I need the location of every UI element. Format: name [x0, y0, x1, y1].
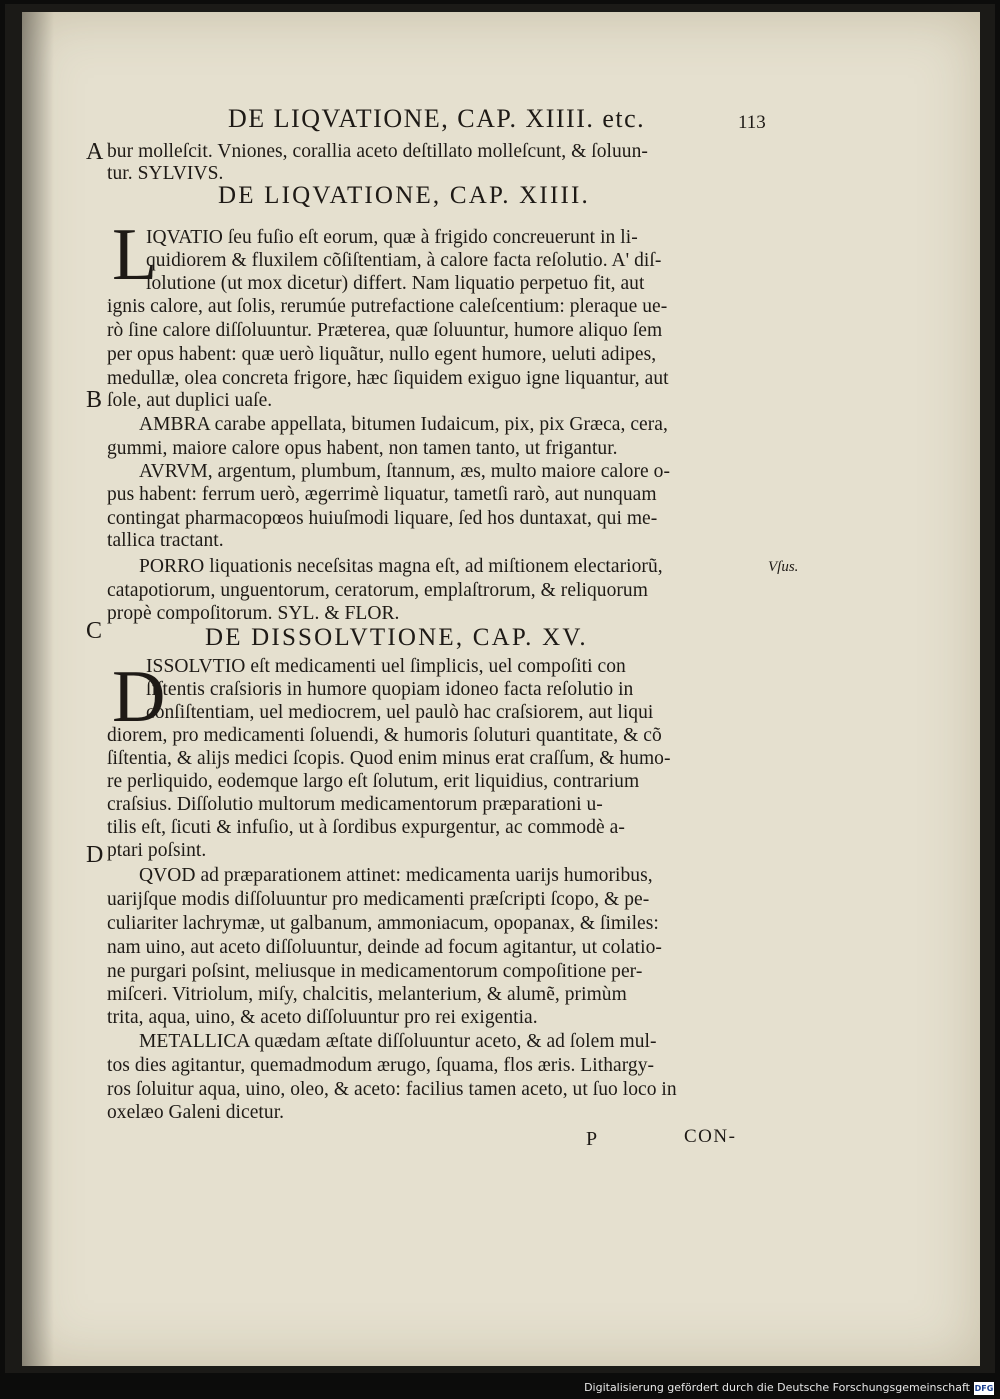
text-line: ignis calore, aut ſolis, rerumúe putrefactione caleſcentium: pleraque ue-: [107, 296, 668, 317]
text-line: rò ſine calore diſſoluuntur. Præterea, quæ ſoluuntur, humore aliquo ſem: [107, 320, 663, 341]
text-line: medullæ, olea concreta frigore, hæc ſiquidem exiguo igne liquantur, aut: [107, 368, 669, 389]
text-line: culiariter lachrymæ, ut galbanum, ammoniacum, opopanax, & ſimiles:: [107, 913, 659, 934]
text-line: re perliquido, eodemque largo eſt ſolutum, erit liquidius, contrarium: [107, 771, 640, 792]
text-line: quidiorem & fluxilem cõſiſtentiam, à calore facta reſolutio. A' diſ-: [146, 250, 662, 271]
text-line: nam uino, aut aceto diſſoluuntur, deinde ad focum agitantur, ut colatio-: [107, 937, 662, 958]
text-line: ſole, aut duplici uaſe.: [107, 390, 273, 411]
text-line: oxelæo Galeni dicetur.: [107, 1102, 285, 1123]
drop-cap-d: D: [112, 656, 166, 738]
page-number: 113: [738, 112, 766, 133]
text-line: tos dies agitantur, quemadmodum ærugo, ſquama, flos æris. Lithargy-: [107, 1055, 655, 1076]
section-heading-liquatio: DE LIQVATIONE, CAP. XIIII.: [218, 182, 590, 209]
text-line: trita, aqua, uino, & aceto diſſoluuntur pro rei exigentia.: [107, 1007, 538, 1028]
text-line: miſceri. Vitriolum, miſy, chalcitis, melanterium, & alumẽ, primùm: [107, 984, 627, 1005]
text-line: bur molleſcit. Vniones, corallia aceto deſtillato molleſcunt, & ſoluun-: [107, 141, 648, 162]
text-line: tallica tractant.: [107, 530, 224, 551]
text-line: contingat pharmacopœos huiuſmodi liquare, ſed hos duntaxat, qui me-: [107, 508, 658, 529]
text-line: ſolutione (ut mox dicetur) differt. Nam liquatio perpetuo fit, aut: [146, 273, 645, 294]
footer-credit: Digitalisierung gefördert durch die Deutsche Forschungsgemeinschaft: [584, 1381, 970, 1394]
margin-letter-b: B: [86, 387, 103, 413]
text-line: QVOD ad præparationem attinet: medicamenta uarijs humoribus,: [139, 865, 653, 886]
text-line: ptari poſsint.: [107, 840, 207, 861]
margin-letter-d: D: [86, 842, 104, 868]
text-line: conſiſtentiam, uel mediocrem, uel paulò hac craſsiorem, aut liqui: [146, 702, 654, 723]
text-line: ros ſoluitur aqua, uino, oleo, & aceto: facilius tamen aceto, ut ſuo loco in: [107, 1079, 677, 1100]
text-line: diorem, pro medicamenti ſoluendi, & humoris ſoluturi quantitate, & cõ: [107, 725, 662, 746]
text-line: tilis eſt, ſicuti & infuſio, ut à ſordibus expurgentur, ac commodè a-: [107, 817, 625, 838]
text-line: AVRVM, argentum, plumbum, ſtannum, æs, multo maiore calore o-: [139, 461, 670, 482]
text-line: catapotiorum, unguentorum, ceratorum, emplaſtrorum, & reliquorum: [107, 580, 648, 601]
text-line: ſiſtentis craſsioris in humore quopiam idoneo facta reſolutio in: [146, 679, 634, 700]
text-line: PORRO liquationis neceſsitas magna eſt, ad miſtionem electariorũ,: [139, 556, 663, 577]
text-line: propè compoſitorum. SYL. & FLOR.: [107, 603, 400, 624]
margin-note: Vſus.: [768, 559, 799, 575]
catchword: CON-: [684, 1126, 737, 1147]
signature-mark: P: [586, 1128, 598, 1150]
text-line: uarijſque modis diſſoluuntur pro medicamenti præſcripti ſcopo, & pe-: [107, 889, 650, 910]
text-line: tur. SYLVIVS.: [107, 163, 224, 184]
section-heading-dissolutio: DE DISSOLVTIONE, CAP. XV.: [205, 624, 588, 651]
text-line: per opus habent: quæ uerò liquãtur, nullo egent humore, ueluti adipes,: [107, 344, 657, 365]
margin-letter-c: C: [86, 618, 103, 644]
dfg-logo-icon: DFG: [974, 1384, 994, 1393]
text-line: AMBRA carabe appellata, bitumen Iudaicum, pix, pix Græca, cera,: [139, 414, 668, 435]
text-line: METALLICA quædam æſtate diſſoluuntur aceto, & ad ſolem mul-: [139, 1031, 657, 1052]
page-gutter-shadow: [22, 12, 54, 1366]
text-line: gummi, maiore calore opus habent, non tamen tanto, ut frigantur.: [107, 438, 618, 459]
running-title: DE LIQVATIONE, CAP. XIIII. etc.: [228, 104, 646, 133]
drop-cap-l: L: [112, 214, 158, 296]
text-line: ne purgari poſsint, meliusque in medicamentorum compoſitione per-: [107, 961, 643, 982]
margin-letter-a: A: [86, 139, 104, 165]
text-line: IQVATIO ſeu fuſio eſt eorum, quæ à frigido concreuerunt in li-: [146, 227, 638, 248]
text-line: ISSOLVTIO eſt medicamenti uel ſimplicis, uel compoſiti con: [146, 656, 626, 677]
text-line: craſsius. Diſſolutio multorum medicamentorum præparationi u-: [107, 794, 603, 815]
text-line: ſiſtentia, & alijs medici ſcopis. Quod enim minus erat craſſum, & humo-: [107, 748, 671, 769]
text-line: pus habent: ferrum uerò, ægerrimè liquatur, tametſi rarò, aut nunquam: [107, 484, 657, 505]
